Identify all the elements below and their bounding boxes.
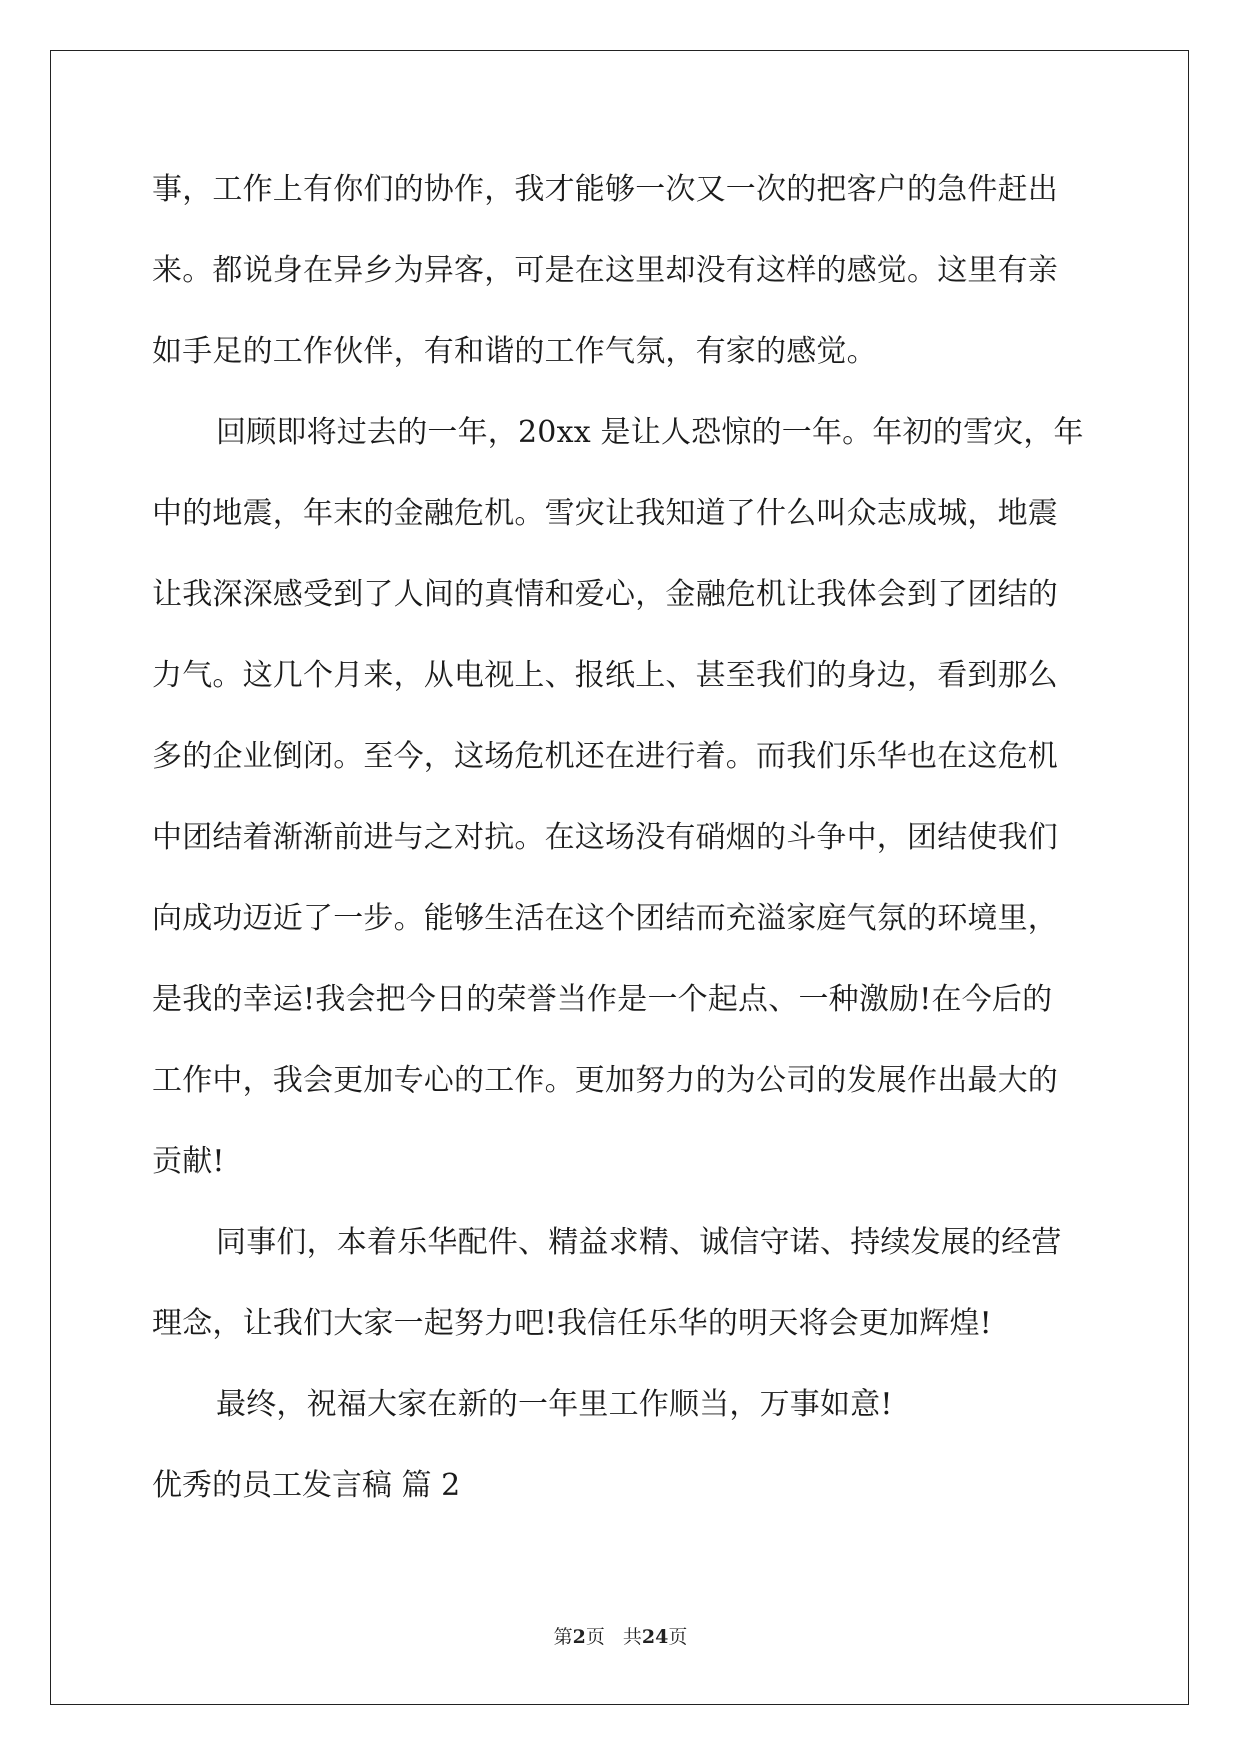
footer-page-word: 页 [585,1626,605,1648]
page-footer [0,1625,1241,1649]
text-line: 工作中，我会更加专心的工作。更加努力的为公司的发展作出最大的 [152,1063,1058,1098]
text-line: 多的企业倒闭。至今，这场危机还在进行着。而我们乐华也在这危机 [152,739,1058,774]
text-line: 中团结着渐渐前进与之对抗。在这场没有硝烟的斗争中，团结使我们 [152,820,1058,855]
text-line: 如手足的工作伙伴，有和谐的工作气氛，有家的感觉。 [152,334,877,369]
text-line: 事，工作上有你们的协作，我才能够一次又一次的把客户的急件赶出 [152,172,1058,207]
text-line: 贡献! [152,1144,225,1179]
paragraph-start-line: 同事们，本着乐华配件、精益求精、诚信守诺、持续发展的经营 [216,1225,1062,1260]
footer-total-suffix: 页 [668,1626,688,1648]
footer-total-prefix: 共 [622,1626,642,1648]
text-line: 让我深深感受到了人间的真情和爱心，金融危机让我体会到了团结的 [152,577,1058,612]
text-line: 来。都说身在异乡为异客，可是在这里却没有这样的感觉。这里有亲 [152,253,1058,288]
footer-prefix: 第 [553,1626,573,1648]
text-line: 向成功迈近了一步。能够生活在这个团结而充溢家庭气氛的环境里， [152,901,1058,936]
text-line: 力气。这几个月来，从电视上、报纸上、甚至我们的身边，看到那么 [152,658,1058,693]
text-line: 是我的幸运!我会把今日的荣誉当作是一个起点、一种激励!在今后的 [152,982,1053,1017]
paragraph-start-line: 回顾即将过去的一年，20xx 是让人恐惊的一年。年初的雪灾，年 [216,415,1084,450]
text-line: 中的地震，年末的金融危机。雪灾让我知道了什么叫众志成城，地震 [152,496,1058,531]
paragraph-start-line: 最终，祝福大家在新的一年里工作顺当，万事如意! [216,1387,893,1422]
section-heading: 优秀的员工发言稿 篇 2 [152,1468,461,1503]
text-line: 理念，让我们大家一起努力吧!我信任乐华的明天将会更加辉煌! [152,1306,992,1341]
current-page-number: 2 [572,1626,586,1648]
document-body [152,160,1092,1537]
total-page-number: 24 [641,1626,669,1648]
